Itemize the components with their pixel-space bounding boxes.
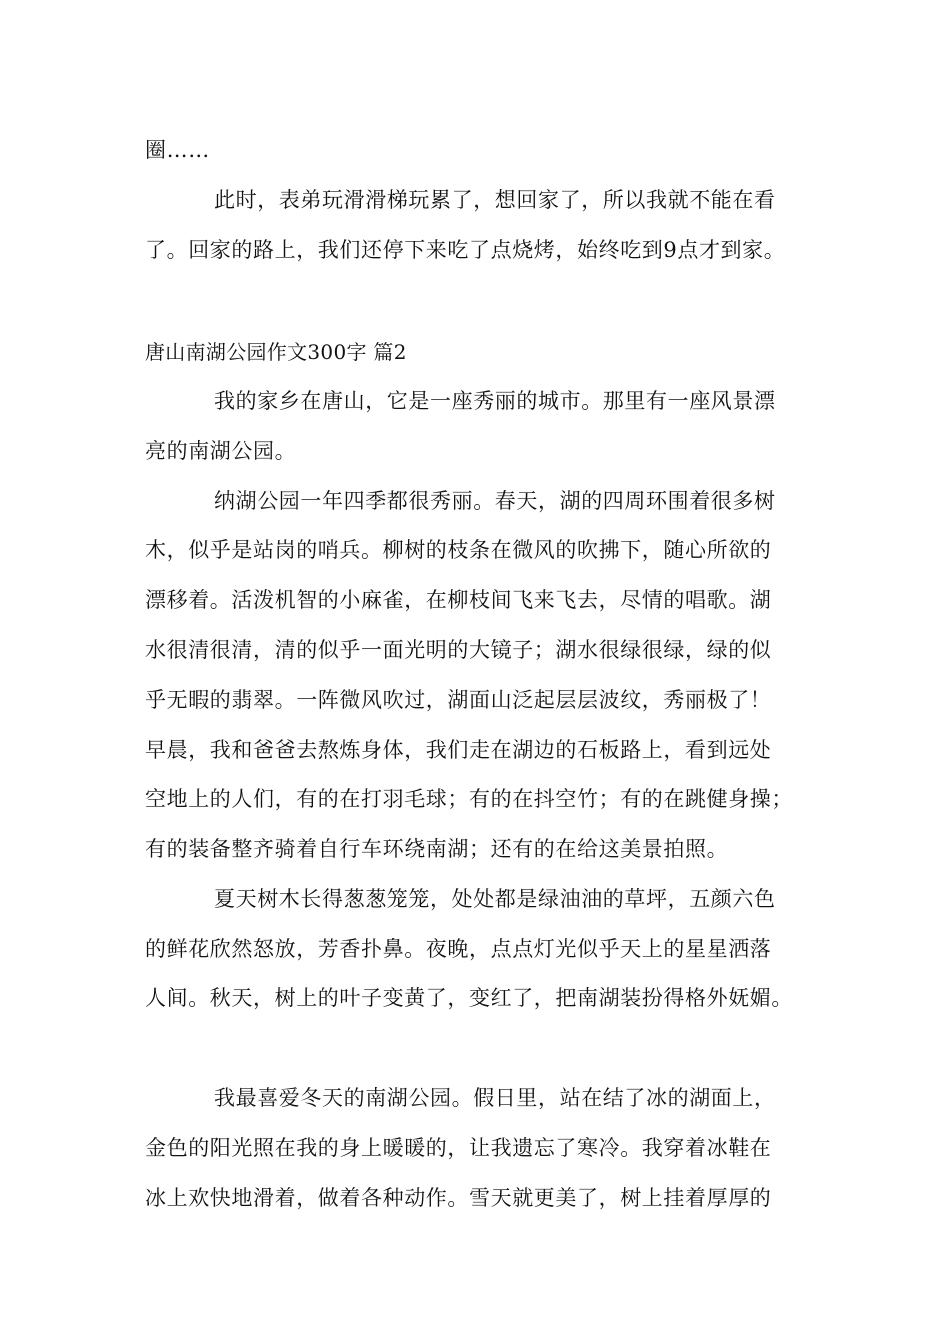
paragraph-start-line: 此时，表弟玩滑滑梯玩累了，想回家了，所以我就不能在看 xyxy=(214,188,776,212)
paragraph-start-line: 我最喜爱冬天的南湖公园。假日里，站在结了冰的湖面上， xyxy=(214,1086,776,1110)
text-line: 木，似乎是站岗的哨兵。柳树的枝条在微风的吹拂下，随心所欲的 xyxy=(145,538,772,562)
text-line: 圈…… xyxy=(145,138,210,162)
paragraph-start-line: 纳湖公园一年四季都很秀丽。春天，湖的四周环围着很多树 xyxy=(214,489,776,513)
text-line: 了。回家的路上，我们还停下来吃了点烧烤，始终吃到9点才到家。 xyxy=(145,238,786,262)
text-line: 空地上的人们，有的在打羽毛球；有的在抖空竹；有的在跳健身操； xyxy=(145,787,793,811)
text-line: 亮的南湖公园。 xyxy=(145,439,297,463)
text-line: 金色的阳光照在我的身上暖暖的，让我遗忘了寒冷。我穿着冰鞋在 xyxy=(145,1136,772,1160)
text-line: 漂移着。活泼机智的小麻雀，在柳枝间飞来飞去，尽情的唱歌。湖 xyxy=(145,588,772,612)
paragraph-start-line: 我的家乡在唐山，它是一座秀丽的城市。那里有一座风景漂 xyxy=(214,389,776,413)
paragraph-start-line: 夏天树木长得葱葱笼笼，处处都是绿油油的草坪，五颜六色 xyxy=(214,887,776,911)
text-line: 冰上欢快地滑着，做着各种动作。雪天就更美了，树上挂着厚厚的 xyxy=(145,1186,772,1210)
text-line: 人间。秋天，树上的叶子变黄了，变红了，把南湖装扮得格外妩媚。 xyxy=(145,986,793,1010)
text-line: 有的装备整齐骑着自行车环绕南湖；还有的在给这美景拍照。 xyxy=(145,837,729,861)
text-line: 水很清很清，清的似乎一面光明的大镜子；湖水很绿很绿，绿的似 xyxy=(145,638,772,662)
text-line: 早晨，我和爸爸去熬炼身体，我们走在湖边的石板路上，看到远处 xyxy=(145,738,772,762)
text-line: 乎无暇的翡翠。一阵微风吹过，湖面山泛起层层波纹，秀丽极了！ xyxy=(145,688,772,712)
section-heading: 唐山南湖公园作文300字 篇2 xyxy=(145,340,407,364)
text-line: 的鲜花欣然怒放，芳香扑鼻。夜晚，点点灯光似乎天上的星星洒落 xyxy=(145,937,772,961)
